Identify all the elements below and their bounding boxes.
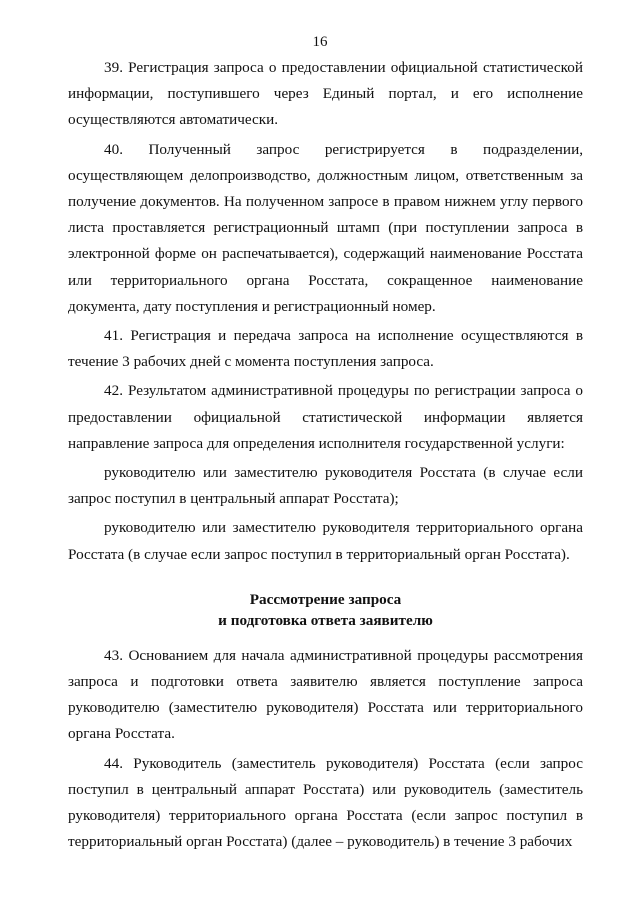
document-body [68,55,583,855]
section-heading [68,589,583,631]
section-heading-line-1: Рассмотрение запроса [249,590,402,608]
paragraph-39: 39. Регистрация запроса о предоставлении официальной статистической информации, поступившего через Единый портал, и его исполнение осуществляются автоматически. [68,59,583,129]
paragraph-44: 44. Руководитель (заместитель руководителя) Росстата (если запрос поступил в центральный аппарат Росстата) или руководитель (заместитель руководителя) территориального органа Росстата (если запрос поступил в территориальный орган Росстата) (далее – руководитель) в течение 3 рабочих [68,754,583,851]
paragraph-42-item-2: руководителю или заместителю руководителя территориального органа Росстата (в случае если запрос поступил в территориальный орган Росстата). [68,519,583,563]
paragraph-42-item-1: руководителю или заместителю руководителя Росстата (в случае если запрос поступил в центральный аппарат Росстата); [68,464,583,508]
paragraph-41: 41. Регистрация и передача запроса на исполнение осуществляются в течение 3 рабочих дней с момента поступления запроса. [68,327,583,371]
section-heading-line-2: и подготовка ответа заявителю [218,611,433,629]
paragraph-42: 42. Результатом административной процедуры по регистрации запроса о предоставлении официальной статистической информации является направление запроса для определения исполнителя государственной услуги: [68,382,583,452]
paragraph-43: 43. Основанием для начала административной процедуры рассмотрения запроса и подготовки ответа заявителю является поступление запроса руководителю (заместителю руководителя) Росстата или территориального органа Росстата. [68,646,583,743]
page-number: 16 [312,34,328,50]
paragraph-40: 40. Полученный запрос регистрируется в подразделении, осуществляющем делопроизводство, должностным лицом, ответственным за получение документов. На полученном запросе в правом нижнем углу первого листа проставляется регистрационный штамп (при поступлении запроса в электронной форме он распечатывается), содержащий наименование Росстата или территориального органа Росстата, сокращенное наименование документа, дату поступления и регистрационный номер. [68,140,583,315]
